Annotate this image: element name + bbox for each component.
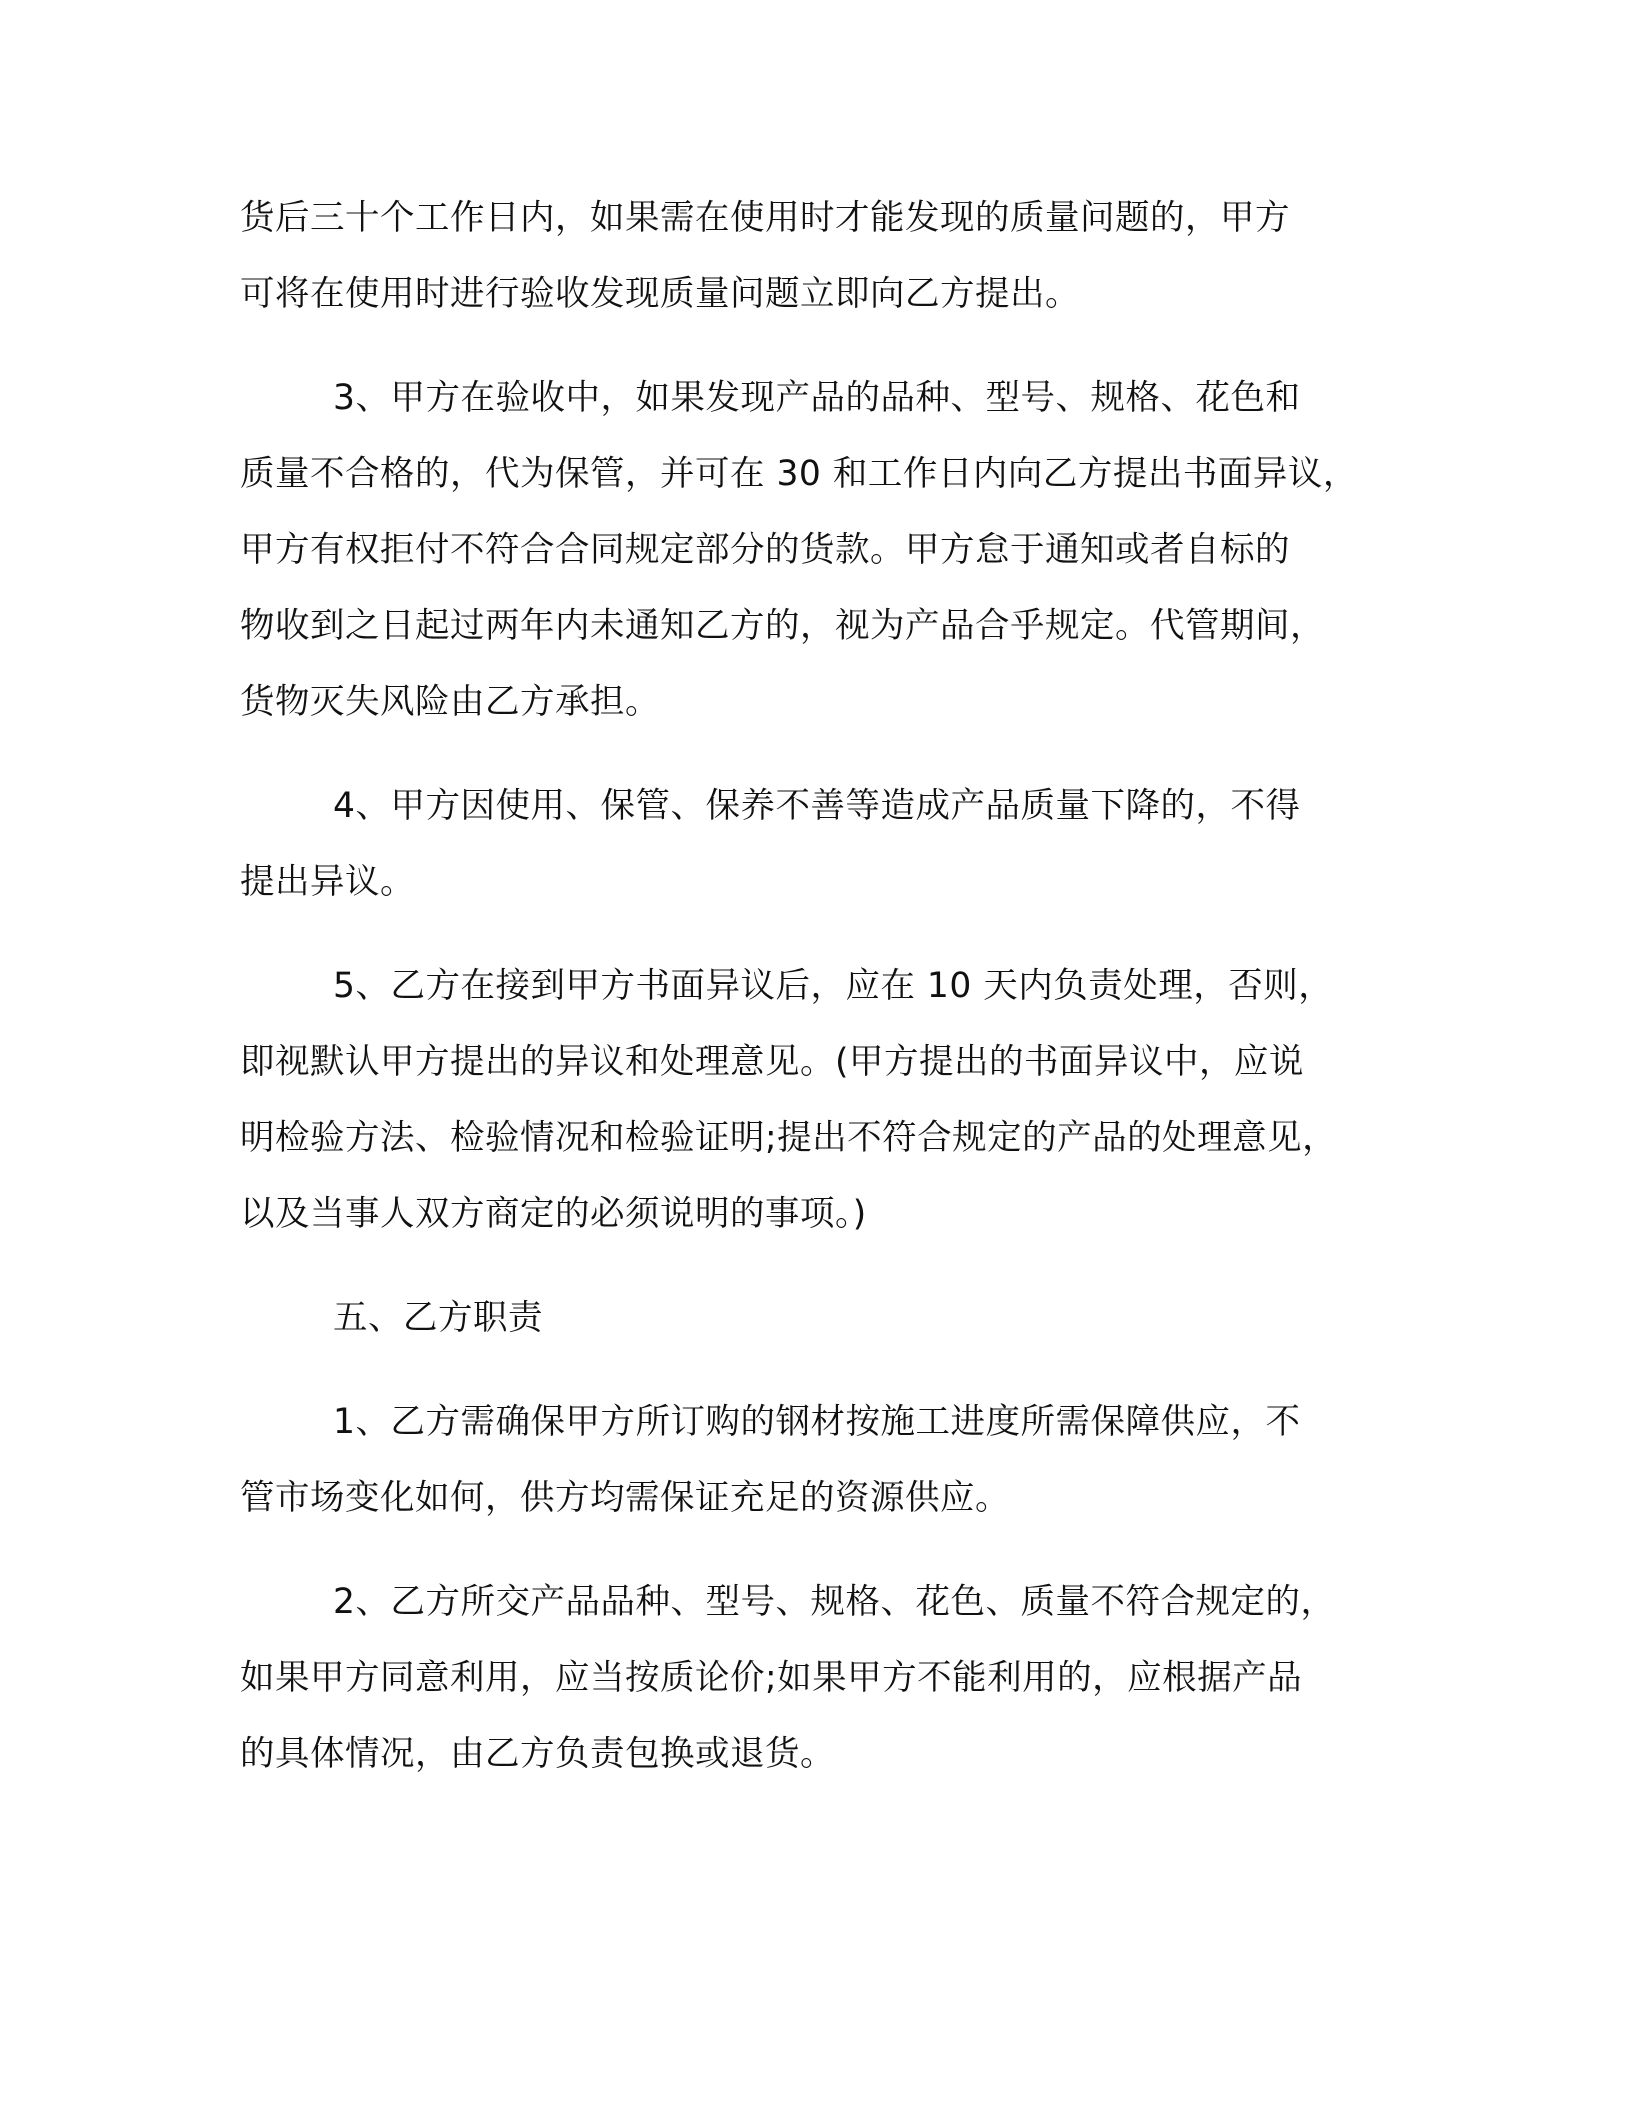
duty-1-line-2: 管市场变化如何，供方均需保证充足的资源供应。 xyxy=(240,1478,1010,1518)
clause-3-line-3: 甲方有权拒付不符合合同规定部分的货款。甲方怠于通知或者自标的 xyxy=(240,530,1290,570)
clause-4-line-1: 4、甲方因使用、保管、保养不善等造成产品质量下降的，不得 xyxy=(333,786,1301,826)
clause-5-line-4: 以及当事人双方商定的必须说明的事项。) xyxy=(240,1194,867,1234)
clause-5-line-1: 5、乙方在接到甲方书面异议后，应在 10 天内负责处理，否则， xyxy=(333,966,1334,1006)
duty-2-line-1: 2、乙方所交产品品种、型号、规格、花色、质量不符合规定的， xyxy=(333,1582,1336,1622)
duty-1-line-1: 1、乙方需确保甲方所订购的钢材按施工进度所需保障供应，不 xyxy=(333,1402,1301,1442)
clause-3-line-1: 3、甲方在验收中，如果发现产品的品种、型号、规格、花色和 xyxy=(333,378,1301,418)
clause-4-line-2: 提出异议。 xyxy=(240,862,415,902)
clause-3-line-5: 货物灭失风险由乙方承担。 xyxy=(240,682,660,722)
clause-3-line-2: 质量不合格的，代为保管，并可在 30 和工作日内向乙方提出书面异议， xyxy=(240,454,1358,494)
text-line-2: 可将在使用时进行验收发现质量问题立即向乙方提出。 xyxy=(240,274,1080,314)
text-line-1: 货后三十个工作日内，如果需在使用时才能发现的质量问题的，甲方 xyxy=(240,198,1290,238)
section-heading: 五、乙方职责 xyxy=(333,1298,543,1338)
clause-5-line-3: 明检验方法、检验情况和检验证明;提出不符合规定的产品的处理意见， xyxy=(240,1118,1338,1158)
clause-3-line-4: 物收到之日起过两年内未通知乙方的，视为产品合乎规定。代管期间， xyxy=(240,606,1325,646)
clause-5-line-2: 即视默认甲方提出的异议和处理意见。(甲方提出的书面异议中，应说 xyxy=(240,1042,1304,1082)
duty-2-line-3: 的具体情况，由乙方负责包换或退货。 xyxy=(240,1734,835,1774)
duty-2-line-2: 如果甲方同意利用，应当按质论价;如果甲方不能利用的，应根据产品 xyxy=(240,1658,1303,1698)
